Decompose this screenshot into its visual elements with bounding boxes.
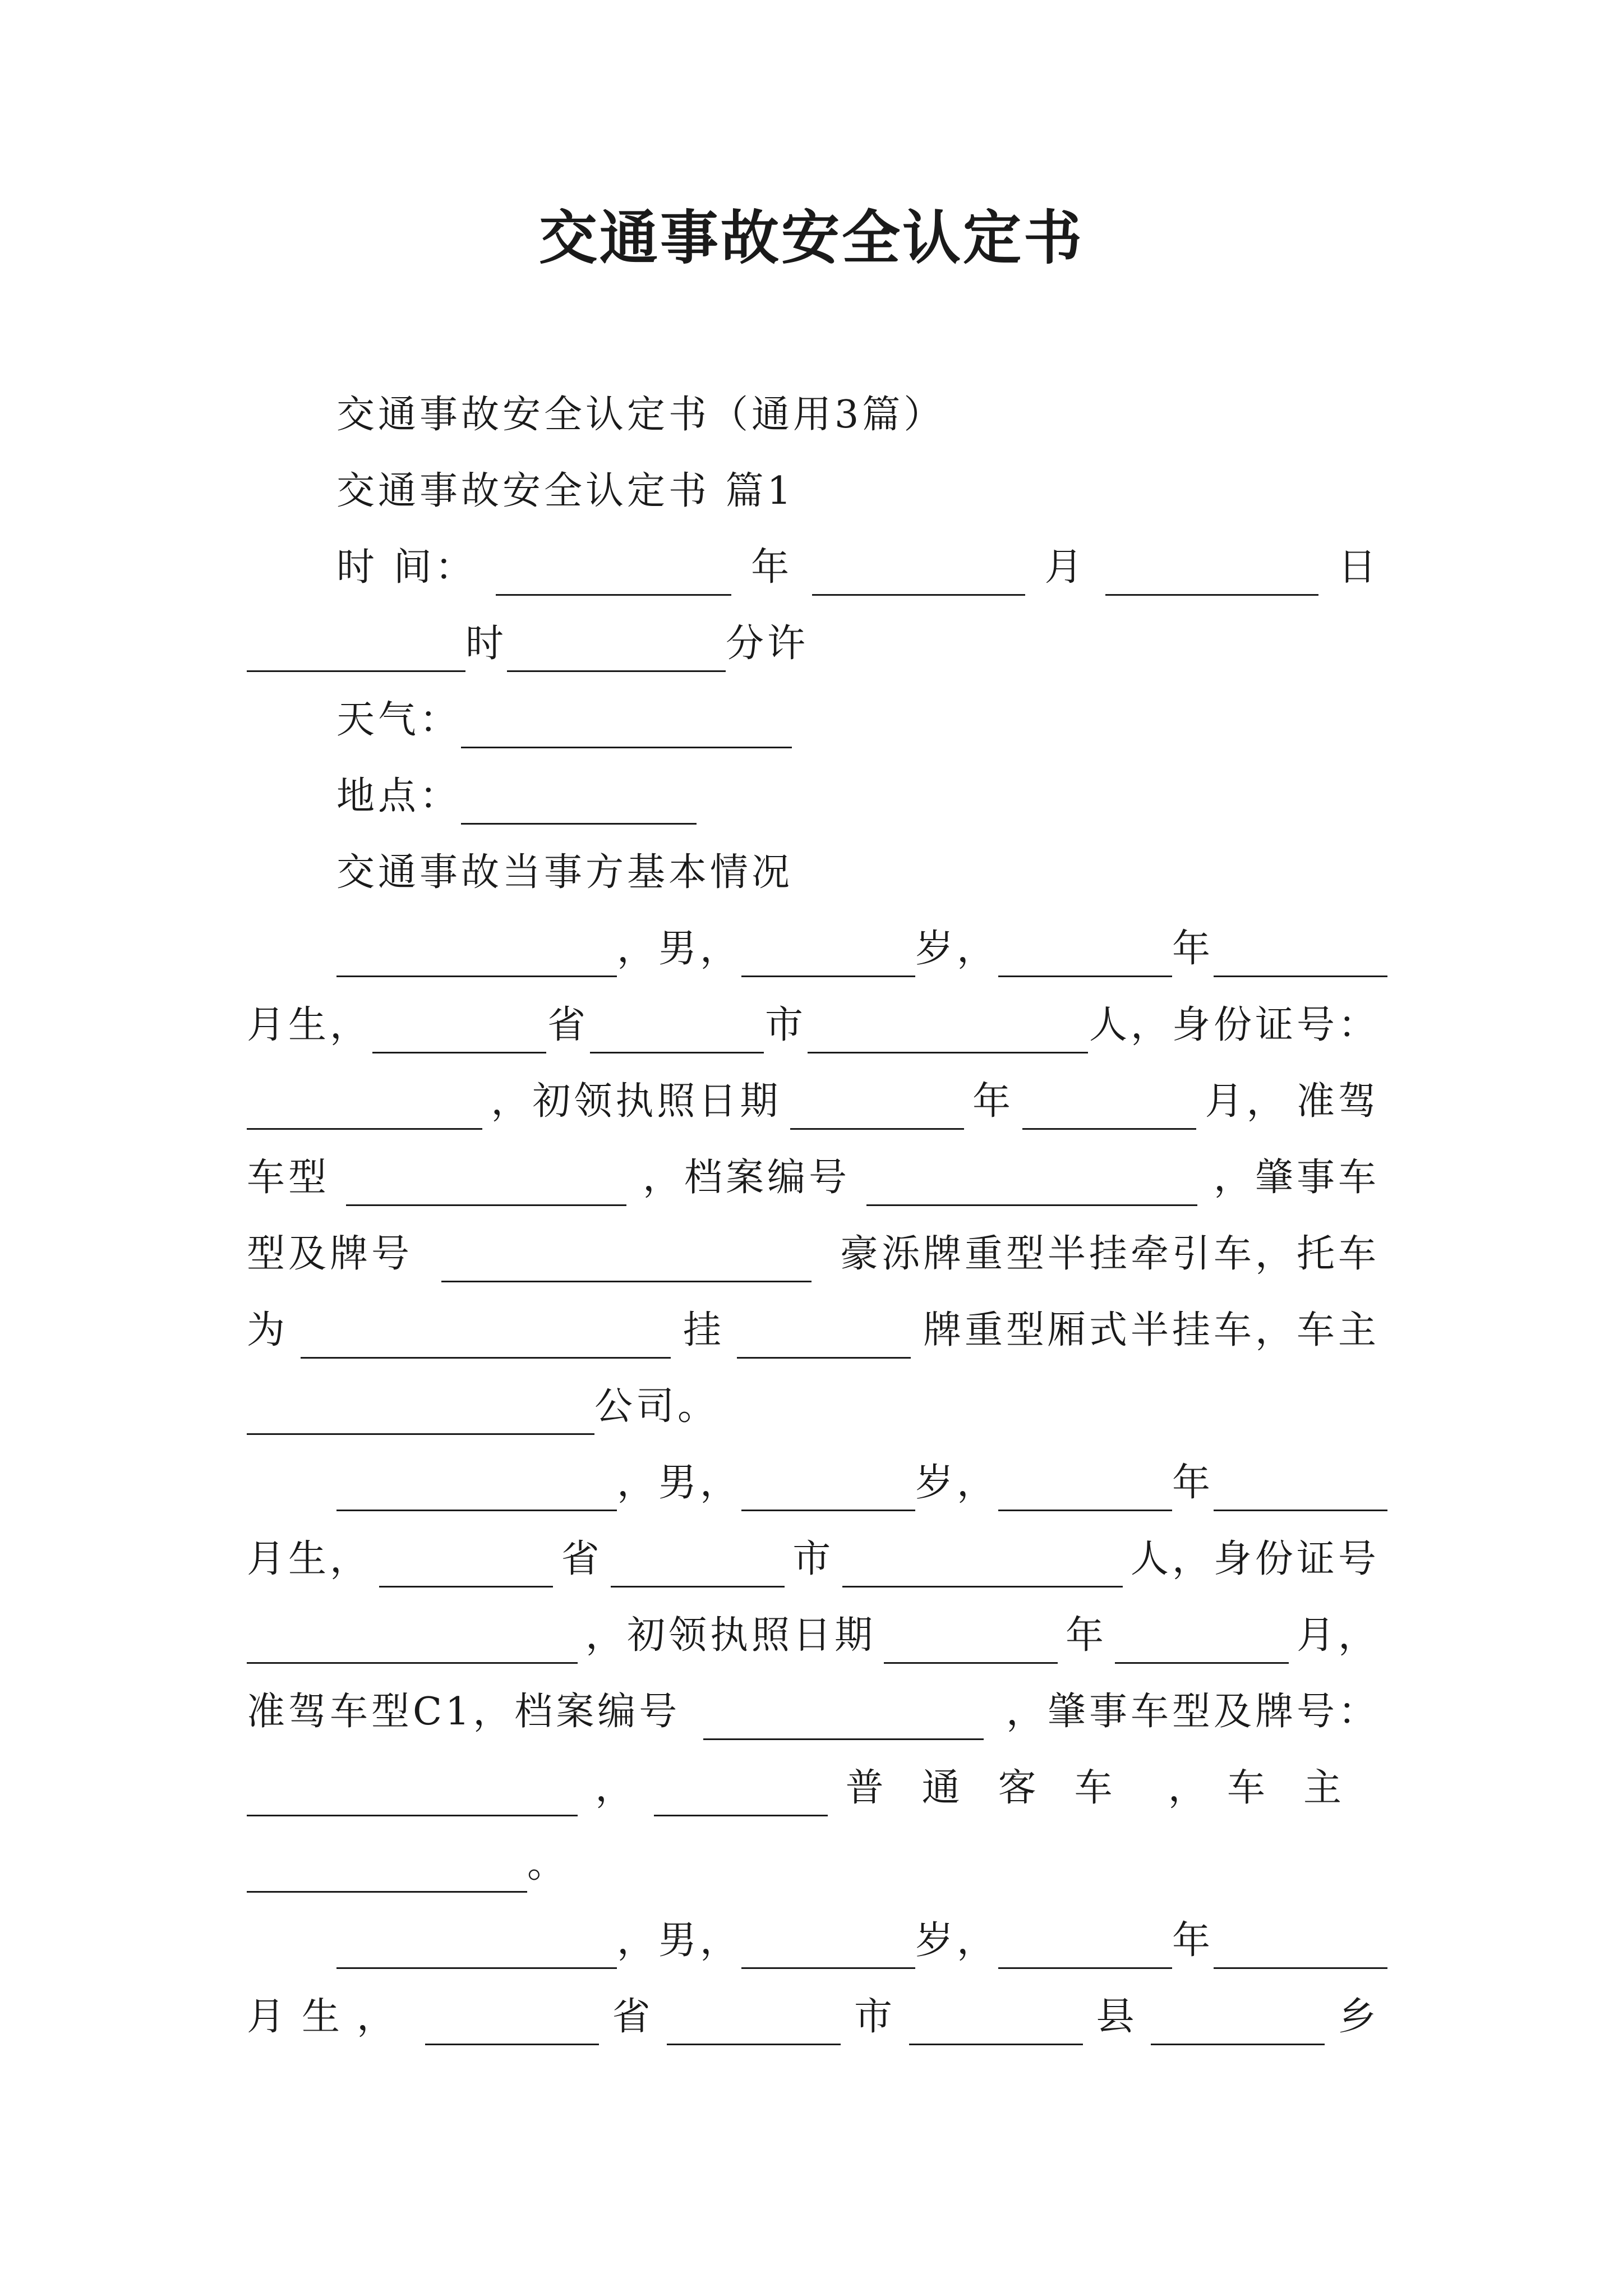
age-label: 岁， xyxy=(915,1918,999,1963)
male-label: ，男， xyxy=(617,927,742,971)
party2-license-month-blank[interactable] xyxy=(1115,1622,1289,1664)
bus-label: 普通客车 xyxy=(845,1766,1151,1810)
year-label: 年 xyxy=(1172,1461,1214,1505)
subtitle: 交通事故安全认定书（通用3篇） xyxy=(336,393,946,437)
party2-line4 xyxy=(247,1684,1380,1740)
county-label: 县 xyxy=(1096,1995,1138,2039)
hour-blank[interactable] xyxy=(247,630,465,672)
party1-line7 xyxy=(247,1379,1380,1435)
province-label: 省 xyxy=(547,1003,589,1047)
party1-id-blank[interactable] xyxy=(247,1088,482,1130)
male-label: ，男， xyxy=(617,1918,742,1963)
age-label: 岁， xyxy=(915,927,999,971)
document-title: 交通事故安全认定书 xyxy=(538,203,1084,272)
period-label: 。 xyxy=(527,1842,569,1887)
accident-plate-label: ，肇事车型及牌号： xyxy=(1006,1690,1380,1734)
party2-license-year-blank[interactable] xyxy=(884,1622,1058,1664)
party1-line5 xyxy=(247,1226,1380,1282)
party1-age-blank[interactable] xyxy=(741,935,915,977)
party2-line3 xyxy=(247,1608,1380,1664)
weather-line xyxy=(336,692,1380,748)
male-label: ，男， xyxy=(617,1461,742,1505)
city-label: 市 xyxy=(764,1003,806,1047)
wei-label: 为 xyxy=(247,1308,289,1352)
party2-birth-month-blank[interactable] xyxy=(1214,1469,1387,1511)
party3-age-blank[interactable] xyxy=(741,1927,915,1969)
party1-birth-month-blank[interactable] xyxy=(1214,935,1387,977)
comma-label: ， xyxy=(595,1766,637,1810)
place-line xyxy=(336,769,1380,825)
c1-label: 准驾车型C1，档案编号 xyxy=(247,1690,681,1734)
owner-label: 车主 xyxy=(1227,1766,1380,1810)
year-label: 年 xyxy=(1172,927,1214,971)
hour-line xyxy=(247,616,1380,672)
first-license-label: ，初领执照日期 xyxy=(491,1079,782,1124)
first-license-label: ，初领执照日期 xyxy=(585,1613,876,1658)
month-comma-label: 月， xyxy=(1205,1079,1288,1124)
tractor-label: 豪泺牌重型半挂牵引车，托车 xyxy=(840,1232,1380,1276)
party1-trailer-plate-blank[interactable] xyxy=(301,1317,671,1359)
permit-label: 准驾 xyxy=(1296,1079,1380,1124)
party3-county-blank[interactable] xyxy=(909,2003,1083,2045)
party1-plate-blank[interactable] xyxy=(441,1240,811,1282)
party1-license-month-blank[interactable] xyxy=(1022,1088,1196,1130)
province-label: 省 xyxy=(612,1995,654,2039)
party1-vehicle-type-blank[interactable] xyxy=(346,1164,626,1206)
month-blank[interactable] xyxy=(812,554,1025,596)
hour-label: 时 xyxy=(465,622,508,666)
year-label: 年 xyxy=(972,1079,1014,1124)
born-label: 月生， xyxy=(247,1995,412,2039)
party2-id-blank[interactable] xyxy=(247,1622,578,1664)
city-label: 市 xyxy=(792,1537,834,1581)
vehicle-type-label: 车型 xyxy=(247,1156,330,1200)
company-label: 公司。 xyxy=(594,1384,720,1429)
file-no-label: ，档案编号 xyxy=(642,1156,850,1200)
party2-birth-year-blank[interactable] xyxy=(998,1469,1172,1511)
party1-name-blank[interactable] xyxy=(336,935,617,977)
party1-license-year-blank[interactable] xyxy=(790,1088,964,1130)
party2-city-blank[interactable] xyxy=(611,1545,785,1588)
party3-province-blank[interactable] xyxy=(425,2003,599,2045)
party1-line2 xyxy=(247,997,1380,1053)
township-label: 乡 xyxy=(1338,1995,1380,2039)
party1-city-blank[interactable] xyxy=(590,1011,764,1053)
day-blank[interactable] xyxy=(1105,554,1318,596)
party2-line1 xyxy=(336,1455,1380,1511)
id-label: 人，身份证号 xyxy=(1130,1537,1380,1581)
party1-line3 xyxy=(247,1074,1380,1130)
trailer-desc-label: 牌重型厢式半挂车，车主 xyxy=(923,1308,1380,1352)
party1-province-blank[interactable] xyxy=(372,1011,546,1053)
city-label: 市 xyxy=(854,1995,896,2039)
plate-label: 型及牌号 xyxy=(247,1232,413,1276)
party3-township-blank[interactable] xyxy=(1151,2003,1325,2045)
time-label: 时 间： xyxy=(336,545,477,590)
party2-owner-blank[interactable] xyxy=(247,1851,527,1893)
gua-label: 挂 xyxy=(683,1308,725,1352)
year-label: 年 xyxy=(1172,1918,1214,1963)
party3-city-blank[interactable] xyxy=(667,2003,841,2045)
born-label: 月生， xyxy=(247,1537,372,1581)
party1-file-no-blank[interactable] xyxy=(866,1164,1197,1206)
party2-hometown-blank[interactable] xyxy=(842,1545,1123,1588)
party1-line1 xyxy=(336,921,1380,977)
party2-line5 xyxy=(247,1760,1380,1816)
weather-label: 天气： xyxy=(336,698,462,742)
id-label: 人，身份证号： xyxy=(1089,1003,1380,1047)
place-label: 地点： xyxy=(336,774,462,818)
time-line xyxy=(336,540,1380,596)
party2-file-no-blank[interactable] xyxy=(703,1698,984,1740)
section-heading: 交通事故安全认定书 篇1 xyxy=(336,469,795,513)
minute-label: 分许 xyxy=(726,622,809,666)
parties-heading: 交通事故当事方基本情况 xyxy=(336,850,794,895)
party1-trailer-no-blank[interactable] xyxy=(737,1317,911,1359)
owner-comma-label: ， xyxy=(1168,1766,1210,1810)
place-blank[interactable] xyxy=(461,783,697,825)
party2-province-blank[interactable] xyxy=(379,1545,553,1588)
party2-line6 xyxy=(247,1837,1380,1893)
party2-plate-blank[interactable] xyxy=(247,1774,578,1816)
party3-line2 xyxy=(247,1989,1380,2045)
party2-bus-no-blank[interactable] xyxy=(654,1774,828,1816)
party2-age-blank[interactable] xyxy=(741,1469,915,1511)
party1-owner-blank[interactable] xyxy=(247,1393,594,1435)
party1-hometown-blank[interactable] xyxy=(808,1011,1088,1053)
party2-name-blank[interactable] xyxy=(336,1469,617,1511)
month-label: 月 xyxy=(1044,545,1086,590)
province-label: 省 xyxy=(561,1537,603,1581)
age-label: 岁， xyxy=(915,1461,999,1505)
party1-line4 xyxy=(247,1150,1380,1206)
subtitle-line xyxy=(336,387,1380,443)
month-comma-label: 月， xyxy=(1296,1613,1380,1658)
minute-blank[interactable] xyxy=(507,630,726,672)
born-label: 月生， xyxy=(247,1003,372,1047)
party1-line6 xyxy=(247,1303,1380,1359)
party1-birth-year-blank[interactable] xyxy=(998,935,1172,977)
year-label: 年 xyxy=(1065,1613,1107,1658)
year-blank[interactable] xyxy=(496,554,731,596)
section-line xyxy=(336,463,1380,519)
party3-line1 xyxy=(336,1913,1380,1969)
day-label: 日 xyxy=(1338,545,1380,590)
weather-blank[interactable] xyxy=(461,706,792,748)
party3-name-blank[interactable] xyxy=(336,1927,617,1969)
party3-birth-year-blank[interactable] xyxy=(998,1927,1172,1969)
parties-heading-line xyxy=(336,845,1380,901)
party2-line2 xyxy=(247,1531,1380,1588)
party3-birth-month-blank[interactable] xyxy=(1214,1927,1387,1969)
accident-vehicle-label: ，肇事车 xyxy=(1213,1156,1380,1200)
year-label: 年 xyxy=(751,545,793,590)
